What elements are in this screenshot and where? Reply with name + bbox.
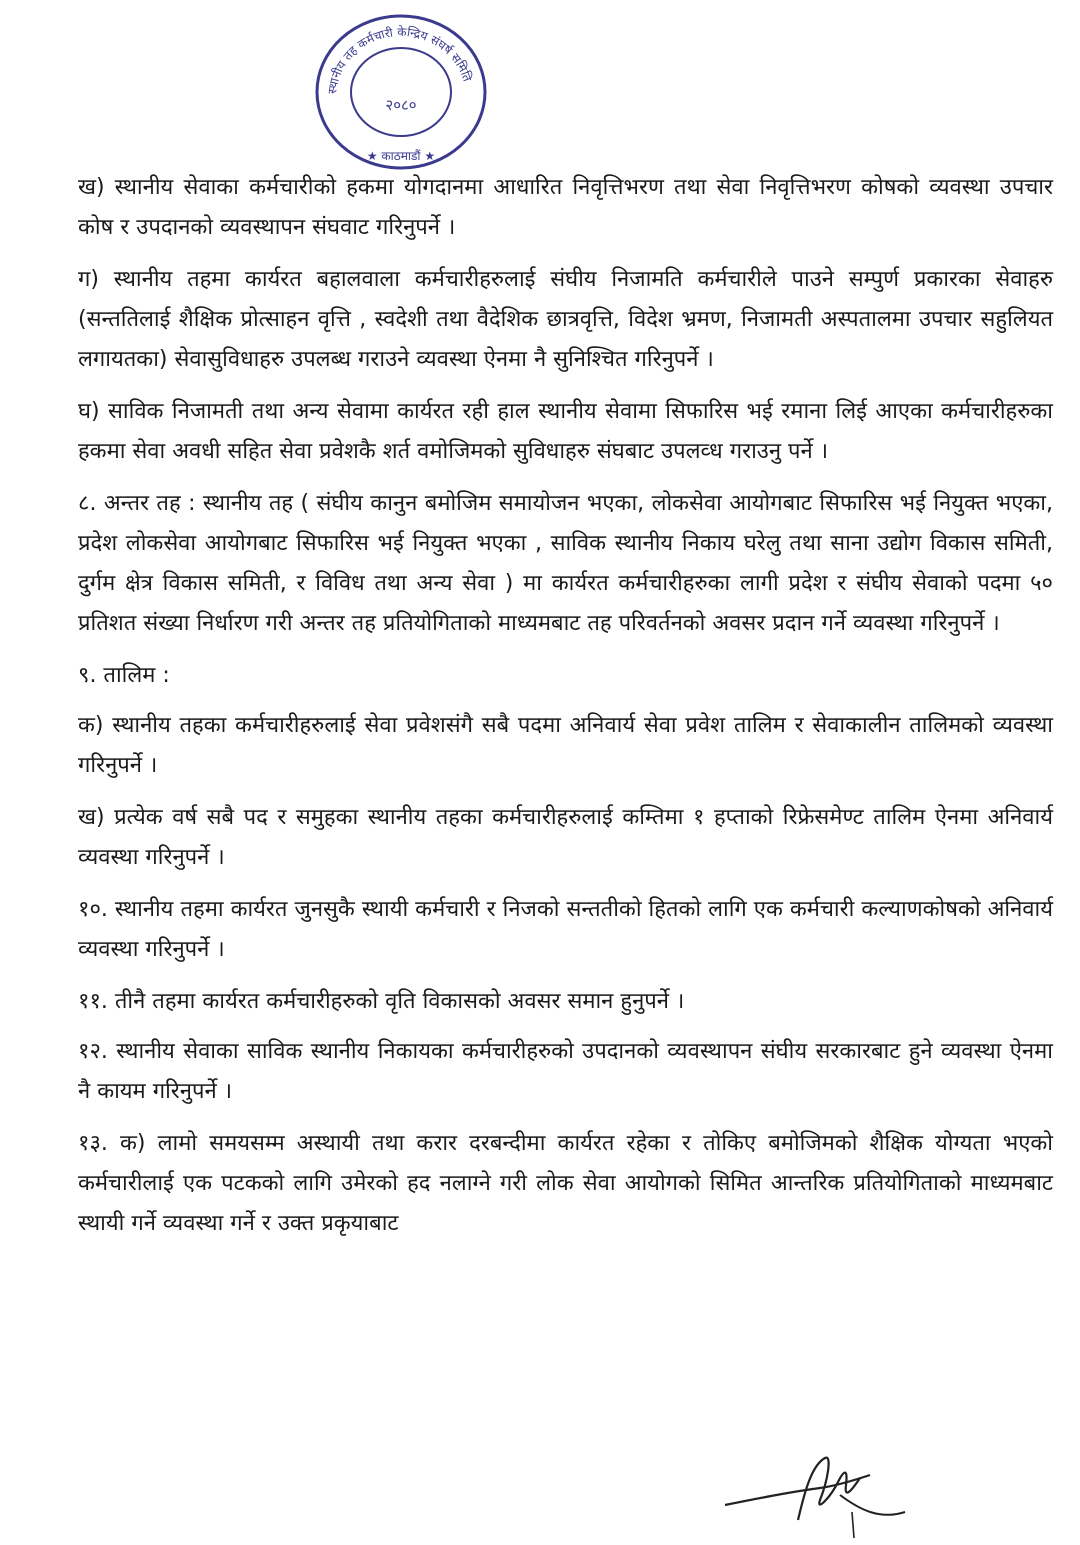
paragraph-8-inter-level: ८. अन्तर तह : स्थानीय तह ( संघीय कानुन बमोजिम समायोजन भएका, लोकसेवा आयोगबाट सिफारिस भई नियुक्त भएका, प्रदेश लोकसेवा आयोगबाट सिफारिस भई नियुक्त भएका , साविक स्थानीय निकाय घरेलु तथा साना उद्योग विकास समिती, दुर्गम क्षेत्र विकास समिती, र विविध तथा अन्य सेवा ) मा कार्यरत कर्मचारीहरुका लागी प्रदेश र संघीय सेवाको पदमा ५० प्रतिशत संख्या निर्धारण गरी अन्तर तह प्रतियोगिताको माध्यमबाट तह परिवर्तनको अवसर प्रदान गर्ने व्यवस्था गरिनुपर्ने । <box>78 491 1053 636</box>
paragraph-kha-pension: ख) स्थानीय सेवाका कर्मचारीको हकमा योगदानमा आधारित निवृत्तिभरण तथा सेवा निवृत्तिभरण कोषको व्यवस्था उपचार कोष र उपदानको व्यवस्थापन संघवाट गरिनुपर्ने । <box>78 175 1053 240</box>
paragraph-13-ka-permanent: १३. क) लामो समयसम्म अस्थायी तथा करार दरबन्दीमा कार्यरत रहेका र तोकिए बमोजिमको शैक्षिक योग्यता भएको कर्मचारीलाई एक पटकको लागि उमेरको हद नलाग्ने गरी लोक सेवा आयोगको सिमित आन्तरिक प्रतियोगिताको माध्यमबाट स्थायी गर्ने व्यवस्था गर्ने र उक्त प्रकृयाबाट <box>78 1131 1053 1236</box>
handwritten-signature <box>720 1440 910 1540</box>
paragraph-10-welfare-fund: १०. स्थानीय तहमा कार्यरत जुनसुकै स्थायी कर्मचारी र निजको सन्ततीको हितको लागि एक कर्मचारी कल्याणकोषको अनिवार्य व्यवस्था गरिनुपर्ने । <box>78 897 1053 962</box>
paragraph-9-ka-training: क) स्थानीय तहका कर्मचारीहरुलाई सेवा प्रवेशसंगै सबै पदमा अनिवार्य सेवा प्रवेश तालिम र सेवाकालीन तालिमको व्यवस्था गरिनुपर्ने । <box>78 713 1053 778</box>
svg-text:२०८०: २०८० <box>385 96 417 114</box>
paragraph-ga-services: ग) स्थानीय तहमा कार्यरत बहालवाला कर्मचारीहरुलाई संघीय निजामति कर्मचारीले पाउने सम्पुर्ण प्रकारका सेवाहरु (सन्ततिलाई शैक्षिक प्रोत्साहन वृत्ति , स्वदेशी तथा वैदेशिक छात्रवृत्ति, विदेश भ्रमण, निजामती अस्पतालमा उपचार सहुलियत लगायतका) सेवासुविधाहरु उपलब्ध गराउने व्यवस्था ऐनमा नै सुनिश्चित गरिनुपर्ने । <box>78 267 1053 372</box>
paragraph-9-training-heading: ९. तालिम : <box>78 663 170 688</box>
svg-text:★ काठमाडौं ★: ★ काठमाडौं ★ <box>366 149 436 163</box>
paragraph-gha-facilities: घ) साविक निजामती तथा अन्य सेवामा कार्यरत रही हाल स्थानीय सेवामा सिफारिस भई रमाना लिई आएका कर्मचारीहरुका हकमा सेवा अवधी सहित सेवा प्रवेशकै शर्त वमोजिमको सुविधाहरु संघबाट उपलव्ध गराउनु पर्ने । <box>78 399 1053 464</box>
organization-seal <box>306 10 496 170</box>
paragraph-9-kha-refreshment: ख) प्रत्येक वर्ष सबै पद र समुहका स्थानीय तहका कर्मचारीहरुलाई कम्तिमा १ हप्ताको रिफ्रेसमेण्ट तालिम ऐनमा अनिवार्य व्यवस्था गरिनुपर्ने । <box>78 805 1053 870</box>
paragraph-12-gratuity: १२. स्थानीय सेवाका साविक स्थानीय निकायका कर्मचारीहरुको उपदानको व्यवस्थापन संघीय सरकारबाट हुने व्यवस्था ऐनमा नै कायम गरिनुपर्ने । <box>78 1039 1053 1104</box>
paragraph-11-career: ११. तीनै तहमा कार्यरत कर्मचारीहरुको वृति विकासको अवसर समान हुनुपर्ने । <box>78 989 685 1014</box>
document-body <box>78 168 1053 1256</box>
svg-text:स्थानीय तह कर्मचारी केन्द्रिय: स्थानीय तह कर्मचारी केन्द्रिय संघर्ष समिति <box>325 24 475 95</box>
